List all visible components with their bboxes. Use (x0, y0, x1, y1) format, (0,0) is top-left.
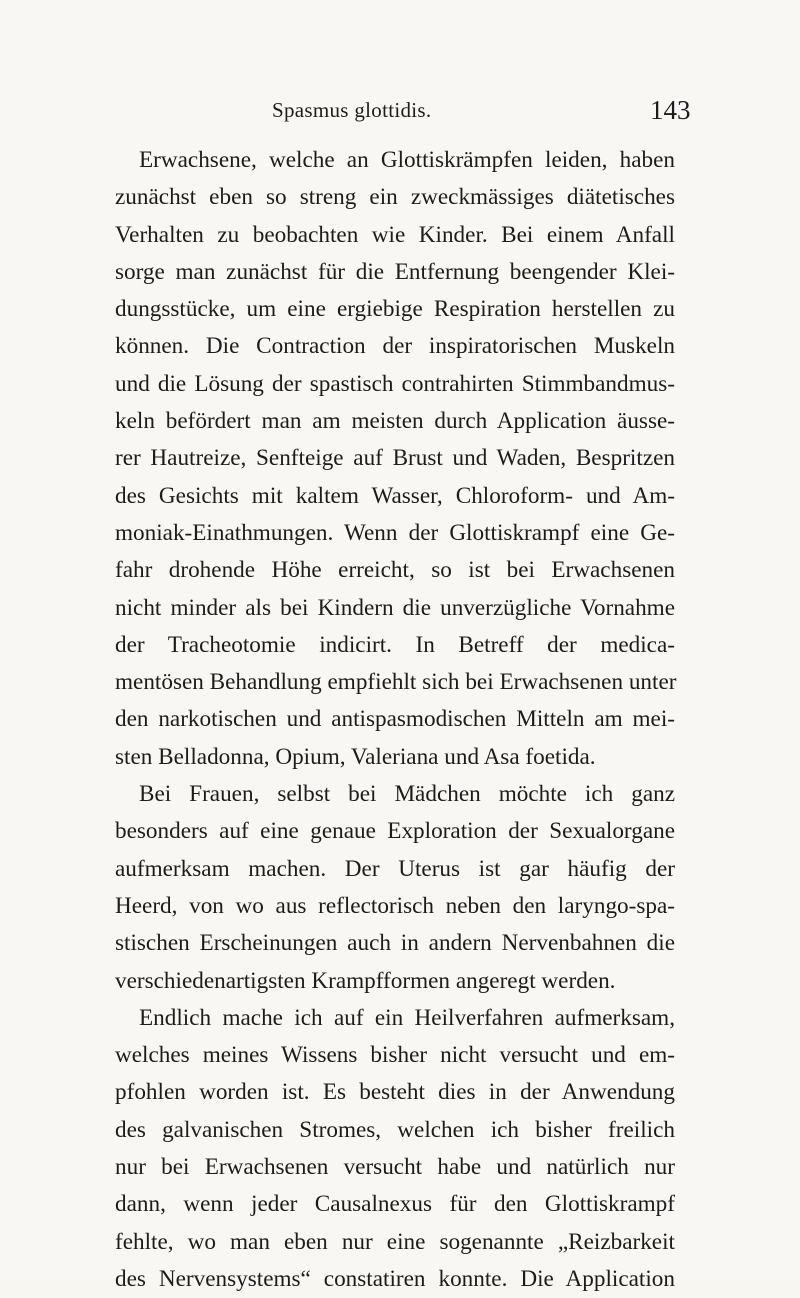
running-title: Spasmus glottidis. (272, 98, 432, 122)
text-line: dann, wenn jeder Causalnexus für den Glottiskrampf (115, 1191, 675, 1218)
text-line: Erwachsene, welche an Glottiskrämpfen leiden, haben (139, 147, 675, 173)
text-line: Heerd, von wo aus reflectorisch neben den laryngo-spa- (115, 892, 675, 919)
text-line: des Nervensystems“ constatiren konnte. Die Application (115, 1265, 675, 1292)
text-line: des galvanischen Stromes, welchen ich bisher freilich (115, 1116, 675, 1143)
text-line: moniak-Einathmungen. Wenn der Glottiskrampf eine Ge- (115, 519, 675, 546)
page-number: 143 (650, 95, 691, 125)
page-header (0, 95, 800, 128)
text-line: rer Hautreize, Senfteige auf Brust und Waden, Bespritzen (115, 445, 675, 472)
text-line: Verhalten zu beobachten wie Kinder. Bei einem Anfall (115, 221, 675, 248)
text-line: des Gesichts mit kaltem Wasser, Chloroform- und Am- (115, 482, 675, 509)
text-line: fahr drohende Höhe erreicht, so ist bei Erwachsenen (115, 557, 675, 584)
text-line: fehlte, wo man eben nur eine sogenannte „Reizbarkeit (115, 1228, 675, 1255)
body-text (115, 142, 675, 1298)
text-line: verschiedenartigsten Krampfformen angeregt werden. (115, 967, 616, 994)
text-line: nur bei Erwachsenen versucht habe und natürlich nur (115, 1154, 675, 1181)
text-line: sten Belladonna, Opium, Valeriana und Asa foetida. (115, 743, 596, 770)
text-line: besonders auf eine genaue Exploration der Sexualorgane (115, 818, 675, 845)
text-line: pfohlen worden ist. Es besteht dies in der Anwendung (115, 1079, 675, 1106)
text-line: dungsstücke, um eine ergiebige Respiration herstellen zu (115, 296, 675, 323)
text-line: mentösen Behandlung empfiehlt sich bei Erwachsenen unter (115, 669, 677, 696)
text-line: können. Die Contraction der inspiratorischen Muskeln (115, 333, 675, 360)
text-line: stischen Erscheinungen auch in andern Nervenbahnen die (115, 930, 675, 957)
text-line: nicht minder als bei Kindern die unverzügliche Vornahme (115, 594, 675, 621)
text-line: zunächst eben so streng ein zweckmässiges diätetisches (115, 184, 675, 211)
text-line: keln befördert man am meisten durch Application äusse- (115, 408, 675, 435)
text-line: der Tracheotomie indicirt. In Betreff der medica- (115, 631, 675, 658)
text-line: sorge man zunächst für die Entfernung beengender Klei- (115, 258, 675, 285)
text-line: Endlich mache ich auf ein Heilverfahren aufmerksam, (139, 1004, 675, 1031)
text-line: und die Lösung der spastisch contrahirten Stimmbandmus- (115, 370, 675, 397)
text-line: welches meines Wissens bisher nicht versucht und em- (115, 1042, 675, 1069)
text-line: den narkotischen und antispasmodischen Mitteln am mei- (115, 706, 675, 733)
text-line: aufmerksam machen. Der Uterus ist gar häufig der (115, 855, 675, 882)
text-line: Bei Frauen, selbst bei Mädchen möchte ich ganz (139, 781, 675, 808)
